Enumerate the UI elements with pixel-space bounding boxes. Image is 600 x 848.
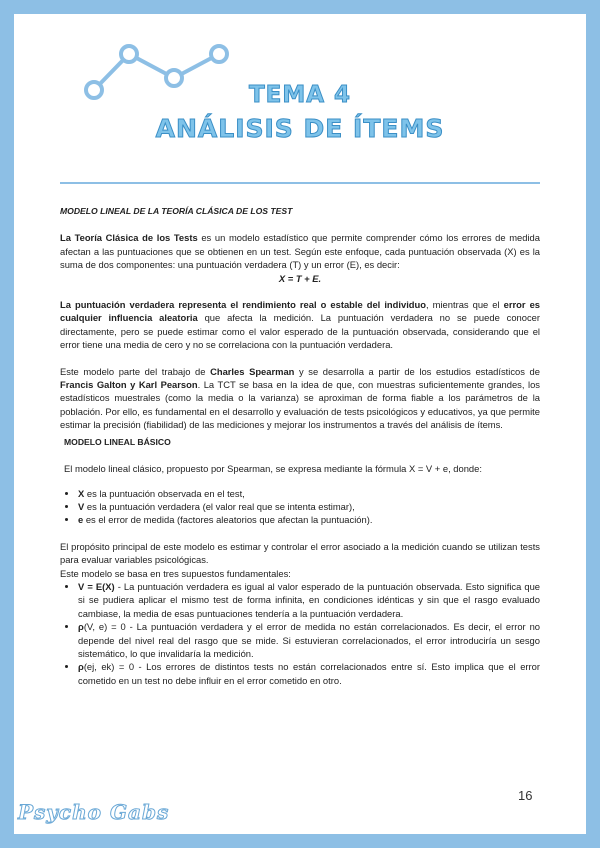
list-item: • ρ(ej, ek) = 0 - Los errores de distintos tests no están correlacionados entre sí. Esto implica que el error cometido en un test no debe influir en el error cometido en otro. <box>78 660 540 687</box>
paragraph-model-intro: El modelo lineal clásico, propuesto por Spearman, se expresa mediante la fórmula X = V + e, donde: <box>64 463 482 475</box>
assumptions-list <box>60 580 540 687</box>
title-line-1: TEMA 4 <box>248 82 352 108</box>
title-divider <box>60 182 540 184</box>
list-item: • X es la puntuación observada en el test, <box>78 487 540 500</box>
paragraph-history: Este modelo parte del trabajo de Charles Spearman y se desarrolla a partir de los estudios estadísticos de Francis Galton y Karl Pearson. La TCT se basa en la idea de que, con muestras suficientemente grandes, los estadísticos muestrales (como la media o la varianza) se aproximan de forma fiable a los parámetros de la población. Por ello, es fundamental en el desarrollo y evaluación de tests psicológicos y educativos, ya que permite estimar la precisión (fiabilidad) de las mediciones y mejorar los instrumentos a través del análisis de ítems. <box>60 365 540 431</box>
list-item: • V es la puntuación verdadera (el valor real que se intenta estimar), <box>78 500 540 513</box>
list-item: • ρ(V, e) = 0 - La puntuación verdadera y el error de medida no están correlacionados. Es decir, el error no depende del nivel real del rasgo que se mide. Si estuvieran correlacionados, el error introduciría un sesgo sistemático, lo que invalidaría la medición. <box>78 620 540 660</box>
document-body <box>60 205 540 687</box>
title-line-2: ANÁLISIS DE ÍTEMS <box>155 114 445 143</box>
section-heading-basic-model: MODELO LINEAL BÁSICO <box>64 436 171 447</box>
definitions-list <box>60 487 540 527</box>
section-heading-tct: MODELO LINEAL DE LA TEORÍA CLÁSICA DE LOS TEST <box>60 206 293 216</box>
paragraph-assumptions-intro: Este modelo se basa en tres supuestos fundamentales: <box>60 567 291 579</box>
page-number: 16 <box>518 788 533 803</box>
list-item: • e es el error de medida (factores aleatorios que afectan la puntuación). <box>78 513 540 526</box>
brand-logo: Psycho Gabs <box>18 800 170 824</box>
formula: X = T + E. <box>278 272 322 284</box>
list-item: • V = E(X) - La puntuación verdadera es igual al valor esperado de la puntuación observada. Esto significa que si se pudiera aplicar el mismo test de forma infinita, en condiciones idénticas y sin que el rasgo evaluado cambiase, la media de esas puntuaciones tendería a la puntuación verdadera. <box>78 580 540 620</box>
paragraph-tct-definition: La Teoría Clásica de los Tests es un modelo estadístico que permite comprender cómo los errores de medida afectan a las puntuaciones que se obtienen en un test. Según este enfoque, cada puntuación observada (X) es la suma de dos componentes: una puntuación verdadera (T) y un error (E), es decir: <box>60 232 540 271</box>
paragraph-purpose: El propósito principal de este modelo es estimar y controlar el error asociado a la medición cuando se utilizan tests para evaluar variables psicológicas. <box>60 540 540 566</box>
paragraph-true-score: La puntuación verdadera representa el rendimiento real o estable del individuo, mientras que el error es cualquier influencia aleatoria que afecta la medición. La puntuación verdadera no se puede conocer directamente, pero se puede estimar como el valor esperado de la puntuación observada, considerando que el error tiene una media de cero y no se correlaciona con la puntuación verdadera. <box>60 299 541 351</box>
